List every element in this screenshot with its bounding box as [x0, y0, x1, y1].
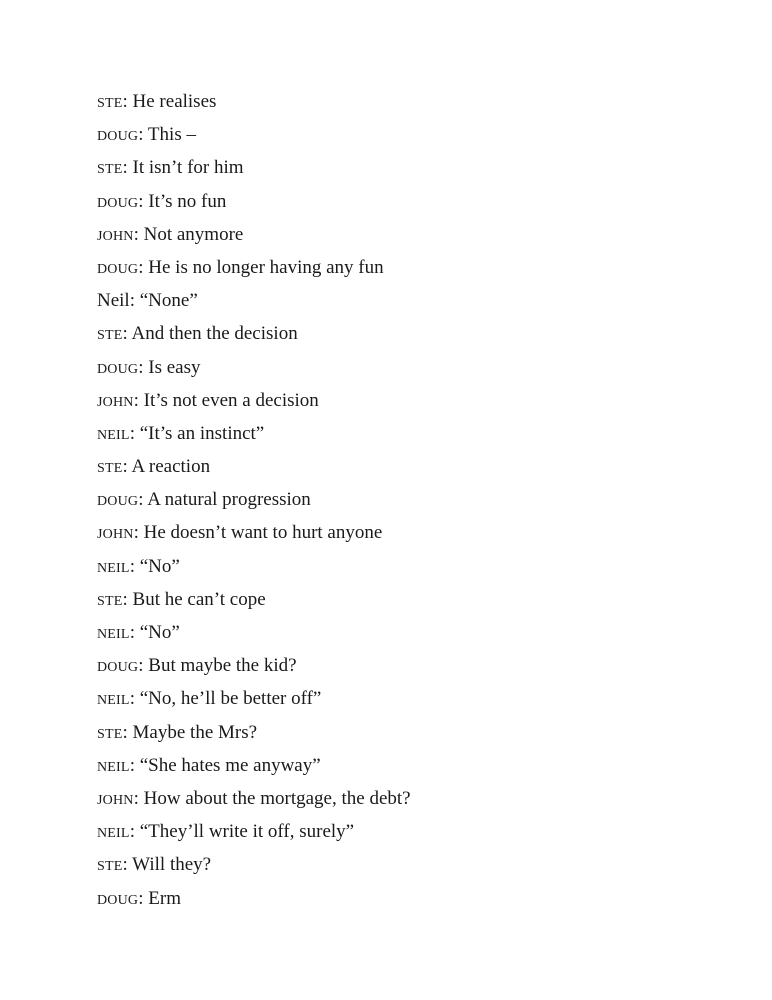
speaker-name: NEIL: [97, 693, 130, 709]
line-text: : A reaction: [122, 456, 211, 478]
dialogue-line: [97, 519, 411, 552]
speaker-name: STE: [97, 328, 123, 344]
line-text: : Erm: [138, 887, 181, 909]
line-text: : “No, he’ll be better off”: [129, 688, 322, 710]
speaker-name: DOUG: [97, 195, 139, 211]
line-text: : How about the mortgage, the debt?: [133, 787, 411, 809]
line-text: : It’s no fun: [138, 190, 227, 212]
dialogue-line: [97, 221, 411, 254]
dialogue-line: [97, 586, 411, 619]
line-text: : It isn’t for him: [122, 157, 244, 179]
line-text: : “It’s an instinct”: [129, 422, 265, 444]
dialogue-line: [97, 154, 411, 187]
speaker-name: STE: [97, 96, 123, 111]
dialogue-line: [97, 320, 411, 353]
dialogue-line: [97, 453, 411, 486]
line-text: : But maybe the kid?: [138, 655, 297, 677]
line-text: : Maybe the Mrs?: [122, 721, 258, 743]
speaker-name: JOHN: [97, 394, 134, 410]
dialogue-line: [97, 287, 411, 320]
dialogue-line: [97, 486, 411, 519]
dialogue-line: [97, 785, 411, 818]
line-text: : He doesn’t want to hurt anyone: [133, 522, 383, 544]
dialogue-line: [97, 387, 411, 420]
dialogue-line: [97, 885, 411, 918]
line-text: : Is easy: [138, 356, 201, 378]
dialogue-line: [97, 652, 411, 685]
speaker-name: STE: [97, 461, 123, 477]
line-text: : Not anymore: [133, 223, 244, 245]
dialogue-line: [97, 354, 411, 387]
line-text: : It’s not even a decision: [133, 389, 319, 411]
line-text: : He is no longer having any fun: [138, 256, 384, 278]
speaker-name: STE: [97, 162, 123, 178]
line-text: : “She hates me anyway”: [129, 754, 321, 776]
dialogue-line: [97, 121, 411, 154]
speaker-name: NEIL: [97, 759, 130, 775]
line-text: : A natural progression: [138, 489, 311, 511]
speaker-name: NEIL: [97, 627, 130, 642]
speaker-name: DOUG: [97, 660, 139, 676]
speaker-name: DOUG: [97, 261, 139, 277]
line-text: : Will they?: [122, 854, 212, 876]
dialogue-line: [97, 818, 411, 851]
dialogue-line: [97, 420, 411, 453]
line-text: : “They’ll write it off, surely”: [129, 821, 355, 843]
line-text: : “None”: [129, 290, 198, 312]
line-text: : “No”: [129, 555, 180, 577]
line-text: : And then the decision: [122, 323, 298, 345]
dialogue-line: [97, 752, 411, 785]
line-text: : But he can’t cope: [122, 588, 266, 610]
dialogue-line: [97, 553, 411, 586]
speaker-name: STE: [97, 859, 123, 875]
dialogue-line: [97, 851, 411, 884]
line-text: : This –: [138, 124, 196, 146]
line-text: : “No”: [129, 622, 180, 643]
speaker-name: STE: [97, 726, 123, 742]
speaker-name: DOUG: [97, 129, 139, 145]
speaker-name: Neil: [97, 290, 130, 312]
speaker-name: JOHN: [97, 228, 134, 244]
speaker-name: JOHN: [97, 527, 134, 543]
dialogue-list: [97, 88, 411, 918]
dialogue-line: [97, 254, 411, 287]
line-text: : He realises: [122, 91, 217, 112]
speaker-name: DOUG: [97, 892, 139, 908]
speaker-name: STE: [97, 593, 123, 609]
speaker-name: NEIL: [97, 560, 130, 576]
speaker-name: DOUG: [97, 494, 139, 510]
dialogue-line: [97, 685, 411, 718]
speaker-name: NEIL: [97, 427, 130, 443]
speaker-name: JOHN: [97, 792, 134, 808]
speaker-name: NEIL: [97, 826, 130, 842]
dialogue-line: [97, 619, 411, 652]
speaker-name: DOUG: [97, 361, 139, 377]
dialogue-line: [97, 188, 411, 221]
dialogue-line: [97, 719, 411, 752]
dialogue-line: [97, 88, 411, 121]
